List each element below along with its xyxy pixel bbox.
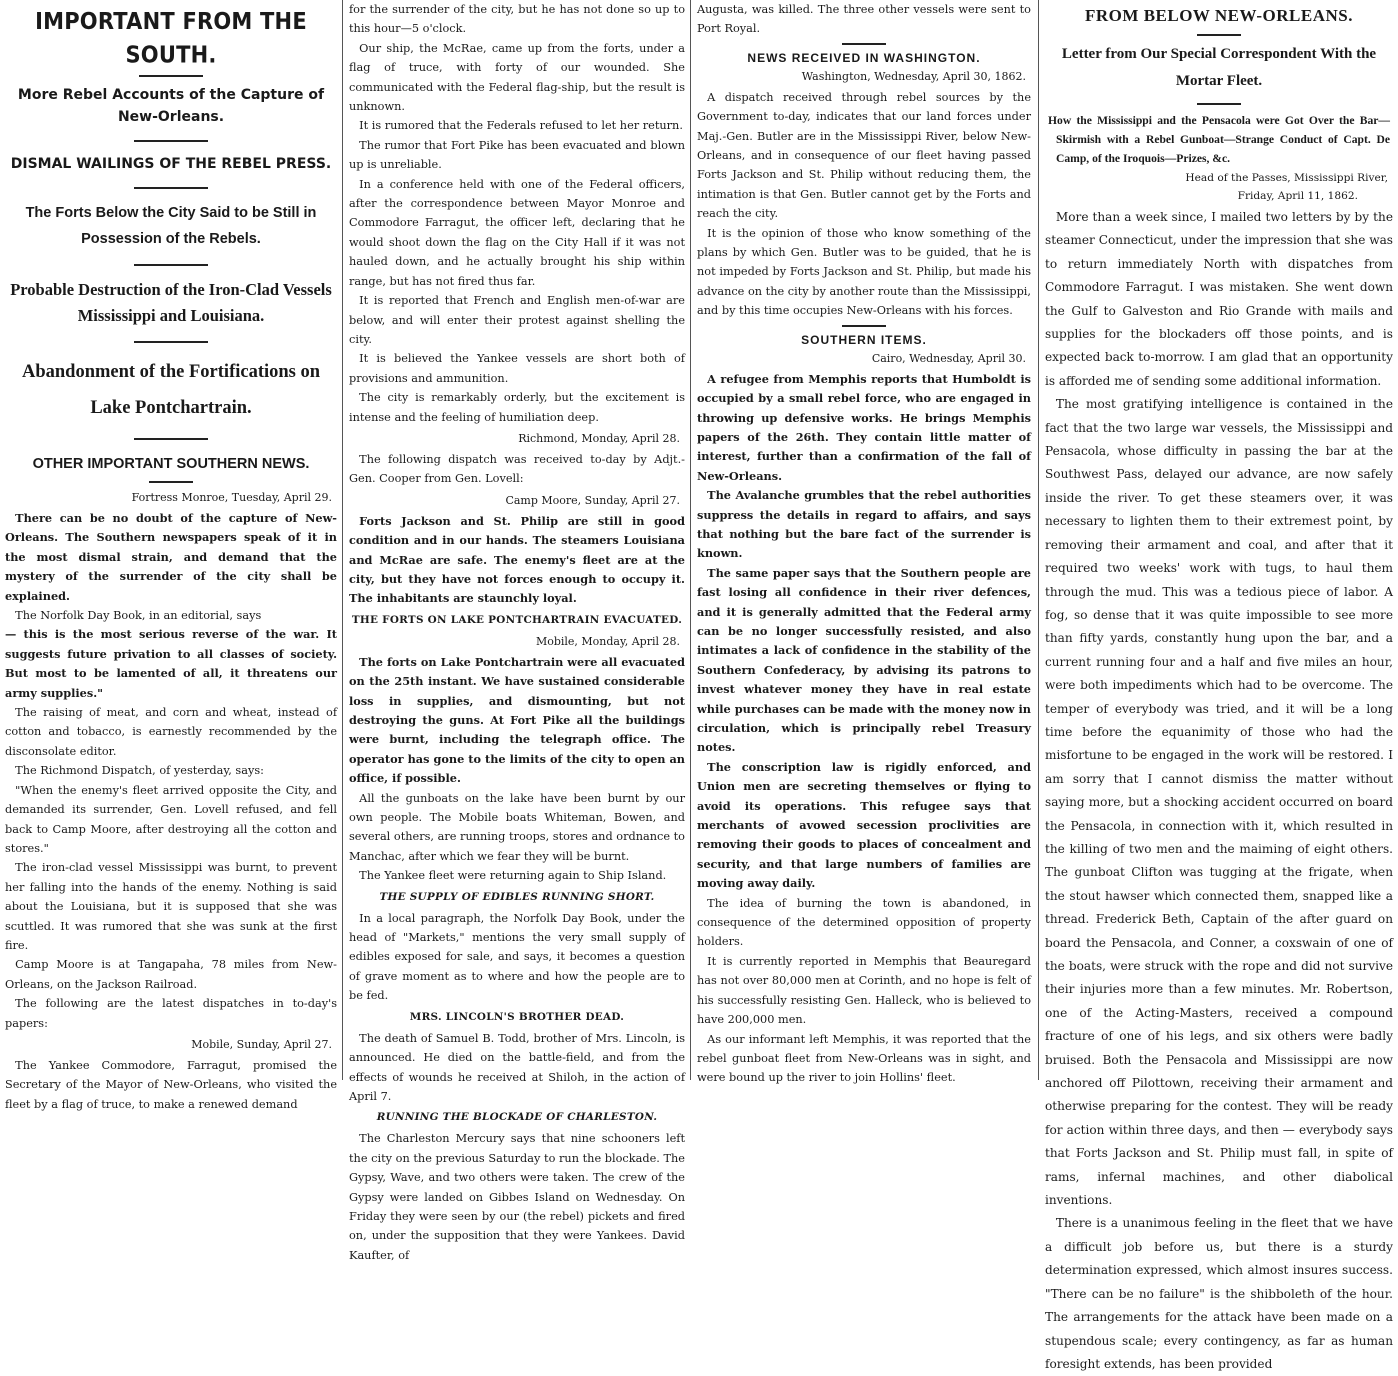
dateline: Mobile, Sunday, April 27. <box>191 1037 332 1051</box>
article-paragraph: The Avalanche grumbles that the rebel authorities suppress the details in regard to affairs, and says that nothing but the bare fact of the surrender is known. <box>697 488 1031 561</box>
divider <box>134 341 208 343</box>
article-paragraph: The idea of burning the town is abandoned, in consequence of the determined opposition of property holders. <box>697 896 1031 949</box>
article-paragraph: Our ship, the McRae, came up from the forts, under a flag of truce, with forty of our wounded. She communicated with the Federal flag-ship, but the result is unknown. <box>349 41 685 114</box>
headline-main: IMPORTANT FROM THE SOUTH. <box>35 7 307 69</box>
section-heading: SOUTHERN ITEMS. <box>801 332 927 347</box>
dateline: Fortress Monroe, Tuesday, April 29. <box>131 491 332 504</box>
article-paragraph: All the gunboats on the lake have been burnt by our own people. The Mobile boats Whiteman, Bowen, and several others, are running troops, stores and ordnance to Manchac, after which we fear they will be burnt. <box>349 791 685 863</box>
divider <box>134 187 208 189</box>
article-paragraph: It is currently reported in Memphis that Beauregard has not over 80,000 men at Corinth, and no hope is felt of his successfully resisting Gen. Halleck, who is believed to have 200,000 men. <box>697 954 1031 1027</box>
article-paragraph: It is reported that French and English men-of-war are below, and will enter their protest against shelling the city. <box>349 294 685 346</box>
article-paragraph: In a local paragraph, the Norfolk Day Book, under the head of "Markets," mentions the very small supply of edibles exposed for sale, and says, it becomes a question of grave moment as to where and how the people are to be fed. <box>349 911 685 1003</box>
divider <box>139 75 203 77</box>
divider <box>149 481 193 483</box>
article-paragraph: More than a week since, I mailed two letters by by the steamer Connecticut, under the impression that she was to return immediately North with dispatches from Commodore Farragut. I was mistaken. She went down the Gulf to Galveston and Rio Grande with mails and supplies for the blockaders off those points, and is expected back to-morrow. I am glad that an opportunity is afforded me of sending some additional information. <box>1045 210 1393 388</box>
article-paragraph: The conscription law is rigidly enforced, and Union men are secreting themselves or flying to avoid its operations. This refugee says that merchants of avowed secession proclivities are removing their goods to places of concealment and security, and that large numbers of families are moving away daily. <box>697 759 1031 891</box>
dateline: Mobile, Monday, April 28. <box>535 634 680 648</box>
column-rule <box>1038 0 1039 1080</box>
headline-deck: How the Mississippi and the Pensacola were Got Over the Bar—Skirmish with a Rebel Gunboat—Strange Conduct of Capt. De Camp, of the Iroquois—Prizes, &c. <box>1048 114 1390 165</box>
article-paragraph: The forts on Lake Pontchartrain were all evacuated on the 25th instant. We have sustained considerable loss in supplies, and dismounting, but not destroying the guns. At Fort Pike all the buildings were burnt, including the telegraph office. The operator has gone to the limits of the city to open an office, if possible. <box>349 654 685 786</box>
dateline: Head of the Passes, Mississippi River, <box>1185 172 1388 184</box>
column-3 <box>692 0 1036 1085</box>
section-heading: RUNNING THE BLOCKADE OF CHARLESTON. <box>376 1111 658 1124</box>
article-paragraph: There can be no doubt of the capture of New-Orleans. The Southern newspapers speak of it in the most dismal strain, and demand that the mystery of the surrender of the city shall be explained. <box>5 511 337 603</box>
article-paragraph: It is rumored that the Federals refused to let her return. <box>359 119 683 133</box>
headline-main: FROM BELOW NEW-ORLEANS. <box>1085 6 1353 25</box>
dateline: Camp Moore, Sunday, April 27. <box>505 493 680 507</box>
section-heading: NEWS RECEIVED IN WASHINGTON. <box>747 50 981 65</box>
article-paragraph: It is the opinion of those who know something of the plans by which Gen. Butler was to be guided, that he is not impeded by Forts Jackson and St. Philip, but made his advance on the city by another route than the Mississippi, and by this time occupies New-Orleans with his forces. <box>697 226 1031 318</box>
divider <box>1197 103 1241 105</box>
article-paragraph: The most gratifying intelligence is contained in the fact that the two large war vessels, the Mississippi and Pensacola, whose difficulty in passing the bar at the Southwest Pass, delayed our advance, are now safely inside the river. To get these steamers over, it was necessary to lighten them to their extremest point, by removing their armament and coal, and after that it required two weeks' work with tugs, to haul them through the mud. This was a tedious piece of labor. A fog, so dense that it was quite impossible to see more than fifty yards, constantly hung upon the bar, and a current running four and a half and five miles an hour, were both impediments which had to be overcome. The temper of everybody was tried, and it will be a long time before the equanimity of those who had the misfortune to be engaged in the work will be restored. I am sorry that I cannot dismiss the matter without saying more, but a shocking accident occurred on board the Pensacola, in connection with it, which resulted in the killing of two men and the maiming of eight others. The gunboat Clifton was tugging at the frigate, when the stout hawser which connected them, snapped like a thread. Frederick Beth, Captain of the after guard on board the Pensacola, and Conner, a coxswain of one of the boats, were struck with the rope and did not survive their injuries more than a few minutes. Mr. Robertson, one of the Acting-Masters, received a compound fracture of one of his legs, and six others were badly bruised. Both the Pensacola and Mississippi are now anchored off Pilottown, receiving their armament and otherwise preparing for the contest. They will be ready for action within three days, and then — everybody says that Forts Jackson and St. Philip must fall, in spite of rams, infernal machines, and other diabolical inventions. <box>1045 397 1393 1208</box>
article-paragraph: The death of Samuel B. Todd, brother of Mrs. Lincoln, is announced. He died on the battle-field, and from the effects of wounds he received at Shiloh, in the action of April 7. <box>349 1031 685 1103</box>
article-paragraph: The following are the latest dispatches in to-day's papers: <box>5 997 337 1030</box>
headline-deck-4: Probable Destruction of the Iron-Clad Vessels Mississippi and Louisiana. <box>10 280 332 325</box>
divider <box>842 325 886 327</box>
article-paragraph: A refugee from Memphis reports that Humboldt is occupied by a small rebel force, who are engaged in throwing up defensive works. He brings Memphis papers of the 26th. They contain little matter of interest, further than a confirmation of the fall of New-Orleans. <box>697 371 1031 483</box>
headline-deck-6: OTHER IMPORTANT SOUTHERN NEWS. <box>32 456 310 472</box>
article-paragraph: The following dispatch was received to-day by Adjt.-Gen. Cooper from Gen. Lovell: <box>349 452 685 486</box>
section-heading: THE SUPPLY OF EDIBLES RUNNING SHORT. <box>379 890 655 903</box>
divider <box>134 140 208 142</box>
headline-deck-5: Abandonment of the Fortifications on Lake Pontchartrain. <box>21 362 321 418</box>
headline-deck-2: DISMAL WAILINGS OF THE REBEL PRESS. <box>10 156 332 172</box>
article-paragraph: In a conference held with one of the Federal officers, after the correspondence between Mayor Monroe and Commodore Farragut, the officer left, declaring that he would shoot down the flag on the City Hall if it was not hauled down, and he actually brought his ship within range, but has not fired thus far. <box>349 177 685 288</box>
column-1 <box>0 0 342 1111</box>
column-4 <box>1040 0 1398 1371</box>
article-paragraph: Camp Moore is at Tangapaha, 78 miles from New-Orleans, on the Jackson Railroad. <box>5 958 337 991</box>
article-paragraph: — this is the most serious reverse of the war. It suggests future privation to all classes of society. But most to be lamented of all, it threatens our army supplies." <box>5 627 337 700</box>
article-paragraph: The iron-clad vessel Mississippi was burnt, to prevent her falling into the hands of the enemy. Nothing is said about the Louisiana, but it is supposed that she was scuttled. It was rumored that she was sunk at the first fire. <box>5 861 337 952</box>
headline-subtitle: Letter from Our Special Correspondent With the Mortar Fleet. <box>1061 46 1377 89</box>
article-paragraph: The city is remarkably orderly, but the excitement is intense and the feeling of humiliation deep. <box>349 391 685 424</box>
article-paragraph: "When the enemy's fleet arrived opposite the City, and demanded its surrender, Gen. Lovell refused, and fell back to Camp Moore, after destroying all the cotton and stores." <box>5 783 337 855</box>
article-paragraph: The raising of meat, and corn and wheat, instead of cotton and tobacco, is earnestly recommended by the disconsolate editor. <box>5 706 337 758</box>
column-rule <box>342 0 343 1080</box>
dateline: Friday, April 11, 1862. <box>1237 190 1358 202</box>
article-paragraph: There is a unanimous feeling in the fleet that we have a difficult job before us, but there is a sturdy determination expressed, which almost insures success. "There can be no failure" is the shibboleth of the hour. The arrangements for the attack have been made on a stupendous scale; every contingency, as far as human foresight extends, has been provided <box>1045 1216 1393 1371</box>
divider <box>134 264 208 266</box>
article-paragraph: A dispatch received through rebel sources by the Government to-day, indicates that our land forces under Maj.-Gen. Butler are in the Mississippi River, below New-Orleans, and in consequence of our fleet having passed Forts Jackson and St. Philip without reducing them, the intimation is that Gen. Butler cannot get by the Forts and reach the city. <box>697 90 1031 221</box>
divider <box>134 438 208 440</box>
dateline: Washington, Wednesday, April 30, 1862. <box>801 69 1026 83</box>
headline-deck-3: The Forts Below the City Said to be Still in Possession of the Rebels. <box>25 205 317 247</box>
article-paragraph: for the surrender of the city, but he has not done so up to this hour—5 o'clock. <box>349 3 685 36</box>
column-rule <box>690 0 691 1080</box>
article-paragraph: Forts Jackson and St. Philip are still in good condition and in our hands. The steamers Louisiana and McRae are safe. The enemy's fleet are at the city, but they have not forces enough to occupy it. The inhabitants are staunchly loyal. <box>349 513 685 606</box>
article-paragraph: The rumor that Fort Pike has been evacuated and blown up is unreliable. <box>349 138 685 172</box>
article-paragraph: The Yankee fleet were returning again to Ship Island. <box>359 869 667 883</box>
article-paragraph: The same paper says that the Southern people are fast losing all confidence in their river defences, and it is generally admitted that the Federal army can be no longer successfully resisted, and also intimates a lack of confidence in the stability of the Southern Confederacy, by advising its patrons to invest whatever money they have in real estate while purchases can be made with the money now in circulation, which is principally rebel Treasury notes. <box>697 565 1031 755</box>
section-heading: THE FORTS ON LAKE PONTCHARTRAIN EVACUATED. <box>351 613 683 626</box>
article-paragraph: As our informant left Memphis, it was reported that the rebel gunboat fleet from New-Orleans was in sight, and were bound up the river to join Hollins' fleet. <box>697 1032 1031 1085</box>
headline-deck-1: More Rebel Accounts of the Capture of New-Orleans. <box>17 87 325 125</box>
dateline: Richmond, Monday, April 28. <box>518 431 680 445</box>
article-paragraph: The Norfolk Day Book, in an editorial, says <box>15 609 262 623</box>
divider <box>842 43 886 45</box>
section-heading: MRS. LINCOLN'S BROTHER DEAD. <box>409 1010 625 1023</box>
article-paragraph: The Yankee Commodore, Farragut, promised the Secretary of the Mayor of New-Orleans, who visited the fleet by a flag of truce, to make a renewed demand <box>5 1058 337 1111</box>
article-paragraph: The Richmond Dispatch, of yesterday, says: <box>15 764 264 778</box>
column-2 <box>344 0 690 1262</box>
divider <box>1197 34 1241 36</box>
article-paragraph: It is believed the Yankee vessels are short both of provisions and ammunition. <box>349 352 685 385</box>
article-paragraph: The Charleston Mercury says that nine schooners left the city on the previous Saturday to run the blockade. The Gypsy, Wave, and two others were taken. The crew of the Gypsy were landed on Gibbes Island on Wednesday. On Friday they were seen by our (the rebel) pickets and fired on, under the supposition that they were Yankees. David Kaufter, of <box>349 1132 685 1262</box>
dateline: Cairo, Wednesday, April 30. <box>871 351 1026 365</box>
article-paragraph: Augusta, was killed. The three other vessels were sent to Port Royal. <box>697 3 1031 36</box>
